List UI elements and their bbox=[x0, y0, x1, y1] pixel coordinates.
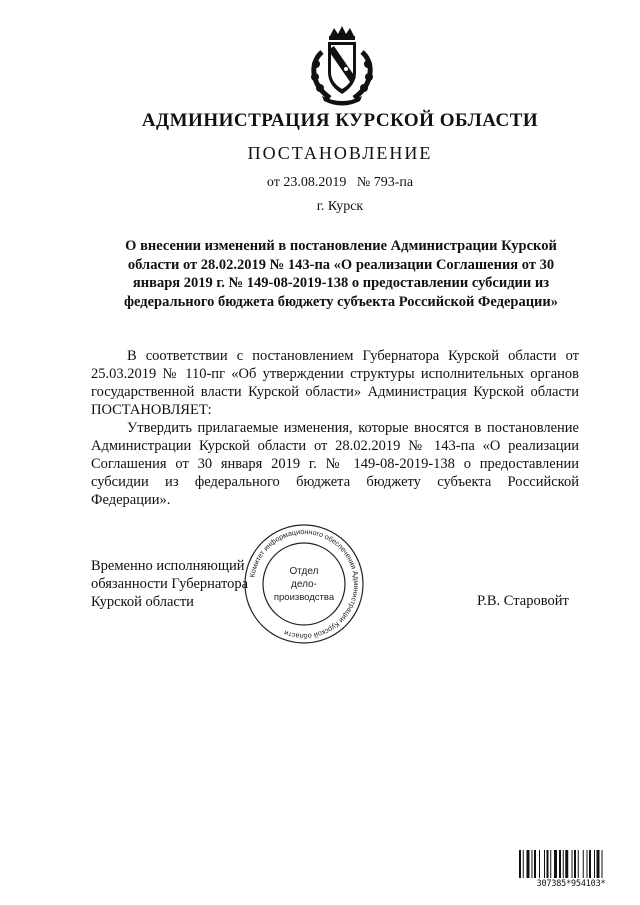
body-paragraph-2: Утвердить прилагаемые изменения, которые вносятся в постановление Администрации Курской области от 28.02.2019 № 143-па «О реализации Соглашения от 30 января 2019 г. № 149-08-2019-138 о предоставлении субсидии из федерального бюджета бюджету субъекта Российской Федерации». bbox=[91, 420, 579, 508]
document-body bbox=[91, 347, 579, 509]
stamp-line-2: дело- bbox=[291, 579, 317, 590]
signer-name: Р.В. Старовойт bbox=[477, 593, 569, 609]
barcode-icon bbox=[519, 850, 623, 878]
stamp-ring-text: Комитет информационного обеспечения Администрации Курской области bbox=[247, 526, 362, 642]
office-stamp bbox=[242, 522, 366, 646]
document-city: г. Курск bbox=[316, 199, 364, 214]
coat-of-arms-icon bbox=[300, 22, 384, 106]
signer-position-line-1: Временно исполняющий bbox=[91, 558, 245, 574]
signer-position-line-3: Курской области bbox=[91, 594, 194, 610]
stamp-line-1: Отдел bbox=[289, 566, 319, 577]
document-type: ПОСТАНОВЛЕНИЕ bbox=[247, 143, 433, 163]
signer-position bbox=[91, 557, 248, 611]
document-date-number: от 23.08.2019 № 793-па bbox=[266, 175, 414, 190]
stamp-line-3: производства bbox=[273, 592, 335, 603]
barcode-number: 307385*954103* bbox=[536, 879, 606, 889]
document-subject: О внесении изменений в постановление Администрации Курской области от 28.02.2019 № 143-па «О реализации Соглашения от 30 января 2019 г. № 149-08-2019-138 о предоставлении субсидии из федерального бюджета бюджету субъекта Российской Федерации» bbox=[123, 238, 559, 310]
body-paragraph-1: В соответствии с постановлением Губернатора Курской области от 25.03.2019 № 110-пг «Об утверждении структуры исполнительных органов государственной власти Курской области» Администрация Курской области ПОСТАНОВЛЯЕТ: bbox=[91, 348, 579, 418]
organization-title: АДМИНИСТРАЦИЯ КУРСКОЙ ОБЛАСТИ bbox=[141, 110, 539, 131]
signer-position-line-2: обязанности Губернатора bbox=[91, 576, 249, 592]
